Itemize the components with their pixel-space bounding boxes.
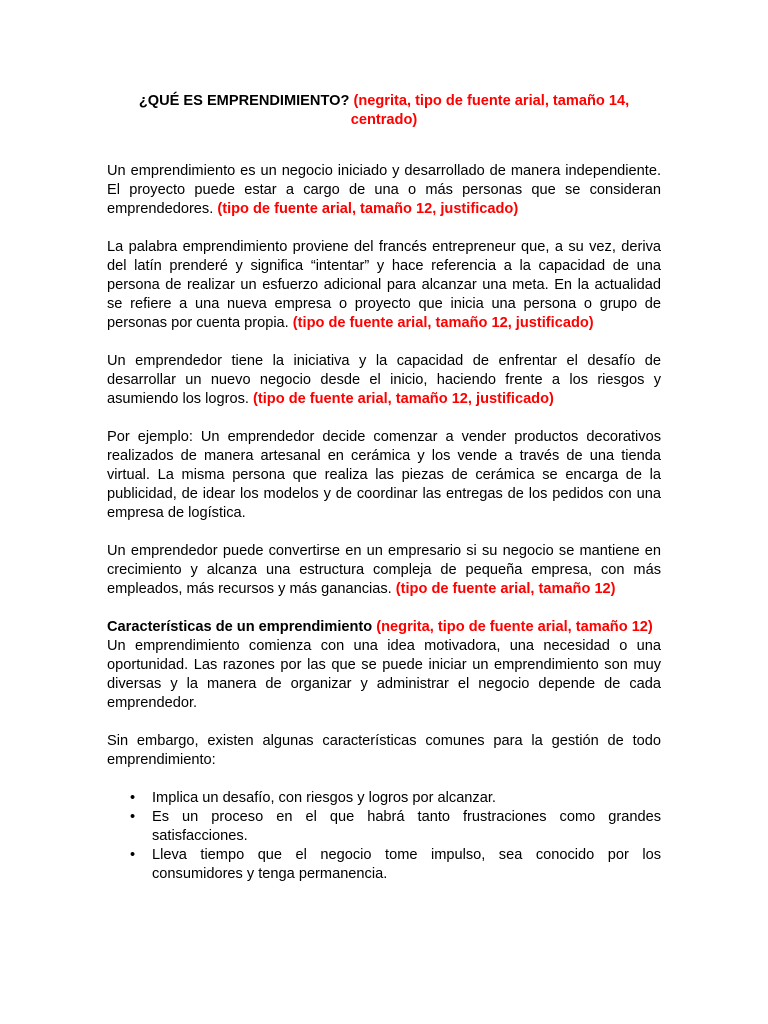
section-heading-format-note: (negrita, tipo de fuente arial, tamaño 12) (376, 619, 653, 635)
title-format-note: (negrita, tipo de fuente arial, tamaño 14, centrado) (350, 93, 630, 128)
list-item (107, 808, 661, 846)
bullet-icon: • (130, 790, 136, 806)
list-item-text: Implica un desafío, con riesgos y logros por alcanzar. (152, 790, 496, 806)
title-text: ¿QUÉ ES EMPRENDIMIENTO? (138, 93, 350, 109)
bullet-icon: • (130, 847, 136, 863)
paragraph-emprendedor (107, 352, 661, 409)
section-heading-text: Características de un emprendimiento (107, 619, 373, 635)
paragraph-text: Sin embargo, existen algunas características comunes para la gestión de todo emprendimiento: (107, 733, 661, 768)
paragraph-text: La palabra emprendimiento proviene del francés entrepreneur que, a su vez, deriva del latín prenderé y significa “intentar” y hace referencia a la capacidad de una persona de realizar un esfuerzo adicional para alcanzar una meta. En la actualidad se refiere a una nueva empresa o proyecto que inicia una persona o grupo de personas por cuenta propia. (107, 239, 661, 331)
list-item (107, 846, 661, 884)
paragraph-characteristics-intro (107, 637, 661, 713)
paragraph-text: Un emprendimiento es un negocio iniciado y desarrollado de manera independiente. El proyecto puede estar a cargo de una o más personas que se consideran emprendedores. (107, 163, 661, 217)
list-item (107, 789, 661, 808)
paragraph-text: Un emprendedor puede convertirse en un empresario si su negocio se mantiene en crecimiento y alcanza una estructura compleja de pequeña empresa, con más empleados, más recursos y más ganancias. (107, 543, 661, 597)
paragraph-format-note: (tipo de fuente arial, tamaño 12, justificado) (253, 391, 554, 407)
paragraph-definition (107, 162, 661, 219)
paragraph-text: Por ejemplo: Un emprendedor decide comenzar a vender productos decorativos realizados de manera artesanal en cerámica y los vende a través de una tienda virtual. La misma persona que realiza las piezas de cerámica se encarga de la publicidad, de idear los modelos y de coordinar las entregas de los pedidos con una empresa de logística. (107, 429, 661, 521)
list-item-text: Lleva tiempo que el negocio tome impulso, sea conocido por los consumidores y tenga permanencia. (152, 847, 661, 882)
bullet-icon: • (130, 809, 136, 825)
paragraph-empresario (107, 542, 661, 599)
characteristics-list (107, 789, 661, 884)
paragraph-format-note: (tipo de fuente arial, tamaño 12, justificado) (217, 201, 519, 217)
paragraph-common-characteristics (107, 732, 661, 770)
section-heading (107, 618, 661, 637)
paragraph-text: Un emprendimiento comienza con una idea motivadora, una necesidad o una oportunidad. Las razones por las que se puede iniciar un emprendimiento son muy diversas y la manera de organizar y administrar el negocio depende de cada emprendedor. (107, 638, 661, 711)
paragraph-etymology (107, 238, 661, 333)
paragraph-format-note: (tipo de fuente arial, tamaño 12) (395, 581, 616, 597)
paragraph-example (107, 428, 661, 523)
document-title (107, 92, 661, 130)
paragraph-text: Un emprendedor tiene la iniciativa y la capacidad de enfrentar el desafío de desarrollar un nuevo negocio desde el inicio, haciendo frente a los riesgos y asumiendo los logros. (107, 353, 661, 407)
paragraph-format-note: (tipo de fuente arial, tamaño 12, justificado) (292, 315, 594, 331)
list-item-text: Es un proceso en el que habrá tanto frustraciones como grandes satisfacciones. (152, 809, 661, 844)
